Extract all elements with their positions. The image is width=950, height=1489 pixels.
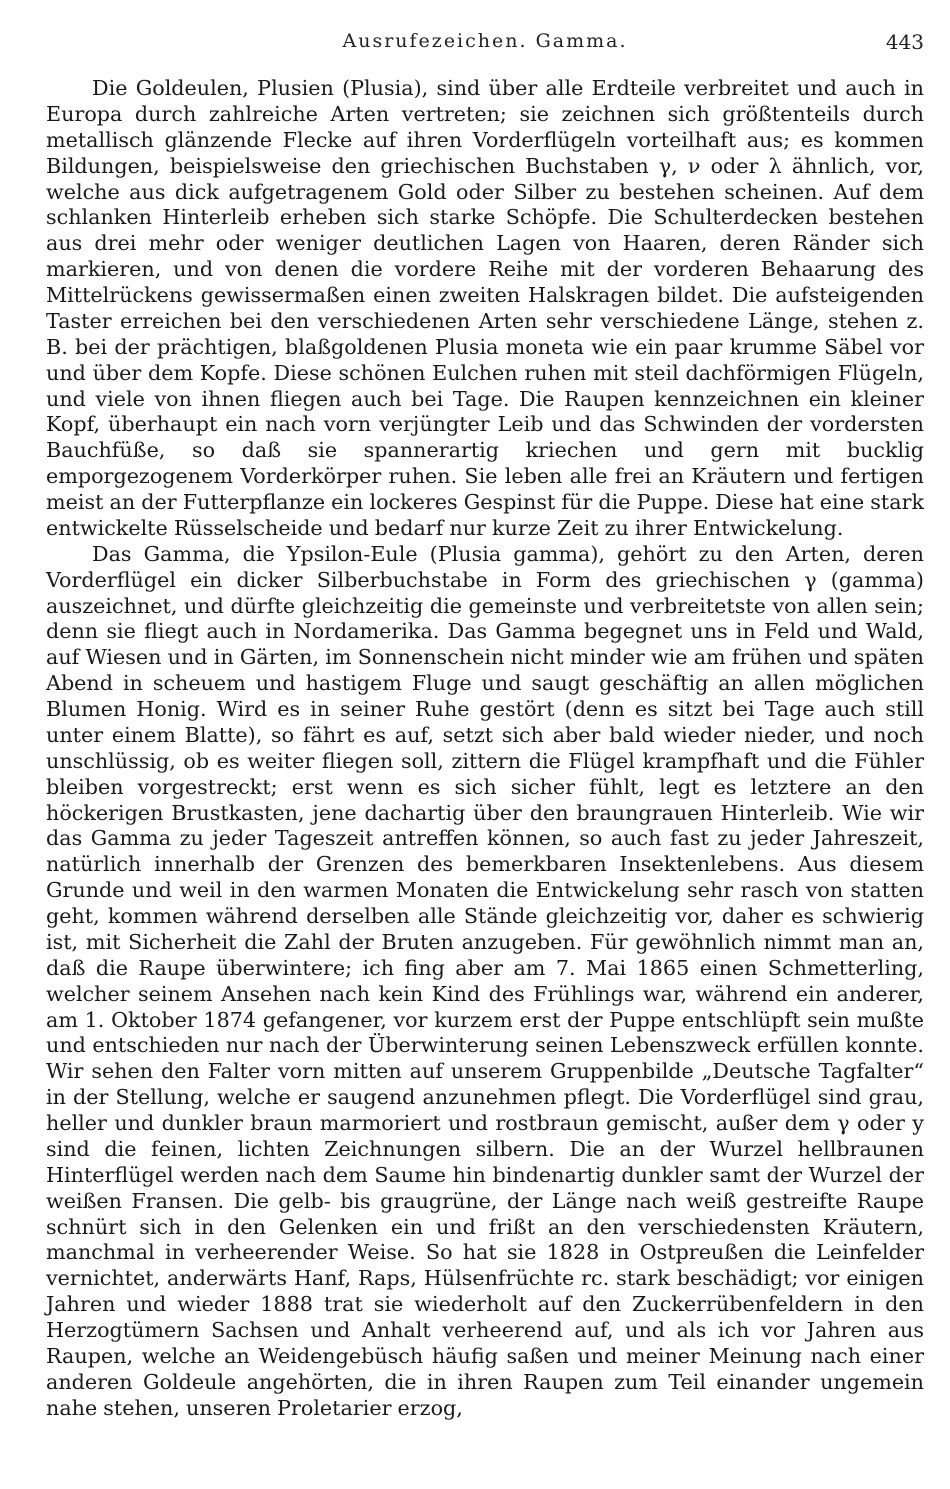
paragraph-gamma: Das Gamma, die Ypsilon-Eule (Plusia gamma), gehört zu den Arten, deren Vorderflügel ein dicker Silberbuchstabe in Form des griechischen γ (gamma) auszeichnet, und dürfte gleichzeitig die gemeinste und verbreitetste von allen sein; denn sie fliegt auch in Nordamerika. Das Gamma begegnet uns in Feld und Wald, auf Wiesen und in Gärten, im Sonnenschein nicht minder wie am frühen und späten Abend in scheuem und hastigem Fluge und saugt geschäftig an allen möglichen Blumen Honig. Wird es in seiner Ruhe gestört (denn es sitzt bei Tage auch still unter einem Blatte), so fährt es auf, setzt sich aber bald wieder nieder, und noch unschlüssig, ob es weiter fliegen soll, zittern die Flügel krampfhaft und die Fühler bleiben vorgestreckt; erst wenn es sich sicher fühlt, legt es letztere an den höckerigen Brustkasten, jene dachartig über den braungrauen Hinterleib. Wie wir das Gamma zu jeder Tageszeit antreffen können, so auch fast zu jeder Jahreszeit, natürlich innerhalb der Grenzen des bemerkbaren Insektenlebens. Aus diesem Grunde und weil in den warmen Monaten die Entwickelung sehr rasch von statten geht, kommen während derselben alle Stände gleichzeitig vor, daher es schwierig ist, mit Sicherheit die Zahl der Bruten anzugeben. Für gewöhnlich nimmt man an, daß die Raupe überwintere; ich fing aber am 7. Mai 1865 einen Schmetterling, welcher seinem Ansehen nach kein Kind des Frühlings war, während ein anderer, am 1. Oktober 1874 gefangener, vor kurzem erst der Puppe entschlüpft sein mußte und entschieden nur nach der Überwinterung seinen Lebenszweck erfüllen konnte. Wir sehen den Falter vorn mitten auf unserem Gruppenbilde „Deutsche Tagfalter“ in der Stellung, welche er saugend anzunehmen pflegt. Die Vorderflügel sind grau, heller und dunkler braun marmoriert und rostbraun gemischt, außer dem γ oder y sind die feinen, lichten Zeichnungen silbern. Die an der Wurzel hellbraunen Hinterflügel werden nach dem Saume hin bindenartig dunkler samt der Wurzel der weißen Fransen. Die gelb- bis graugrüne, der Länge nach weiß gestreifte Raupe schnürt sich in den Gelenken ein und frißt an den verschiedensten Kräutern, manchmal in verheerender Weise. So hat sie 1828 in Ostpreußen die Leinfelder vernichtet, anderwärts Hanf, Raps, Hülsenfrüchte rc. stark beschädigt; vor einigen Jahren und wieder 1888 trat sie wiederholt auf den Zuckerrübenfeldern in den Herzogtümern Sachsen und Anhalt verheerend auf, und als ich vor Jahren aus Raupen, welche an Weidengebüsch häufig saßen und meiner Meinung nach einer anderen Goldeule angehörten, die in ihren Raupen zum Teil einander ungemein nahe stehen, unseren Proletarier erzog, bbox=[46, 541, 924, 1420]
page-header bbox=[46, 30, 924, 60]
page-number: 443 bbox=[885, 30, 924, 54]
body-text bbox=[46, 76, 924, 1422]
running-head: Ausrufezeichen. Gamma. bbox=[342, 30, 628, 52]
paragraph-goldeulen: Die Goldeulen, Plusien (Plusia), sind über alle Erdteile verbreitet und auch in Europa durch zahlreiche Arten vertreten; sie zeichnen sich größtenteils durch metallisch glänzende Flecke auf ihren Vorderflügeln vorteilhaft aus; es kommen Bildungen, beispielsweise den griechischen Buchstaben γ, ν oder λ ähnlich, vor, welche aus dick aufgetragenem Gold oder Silber zu bestehen scheinen. Auf dem schlanken Hinterleib erheben sich starke Schöpfe. Die Schulterdecken bestehen aus drei mehr oder weniger deutlichen Lagen von Haaren, deren Ränder sich markieren, und von denen die vordere Reihe mit der vorderen Behaarung des Mittelrückens gewissermaßen einen zweiten Halskragen bildet. Die aufsteigenden Taster erreichen bei den verschiedenen Arten sehr verschiedene Länge, stehen z. B. bei der prächtigen, blaßgoldenen Plusia moneta wie ein paar krumme Säbel vor und über dem Kopfe. Diese schönen Eulchen ruhen mit steil dachförmigen Flügeln, und viele von ihnen fliegen auch bei Tage. Die Raupen kennzeichnen ein kleiner Kopf, überhaupt ein nach vorn verjüngter Leib und das Schwinden der vordersten Bauchfüße, so daß sie spannerartig kriechen und gern mit bucklig emporgezogenem Vorderkörper ruhen. Sie leben alle frei an Kräutern und fertigen meist an der Futterpflanze ein lockeres Gespinst für die Puppe. Diese hat eine stark entwickelte Rüsselscheide und bedarf nur kurze Zeit zu ihrer Entwickelung. bbox=[46, 76, 924, 540]
